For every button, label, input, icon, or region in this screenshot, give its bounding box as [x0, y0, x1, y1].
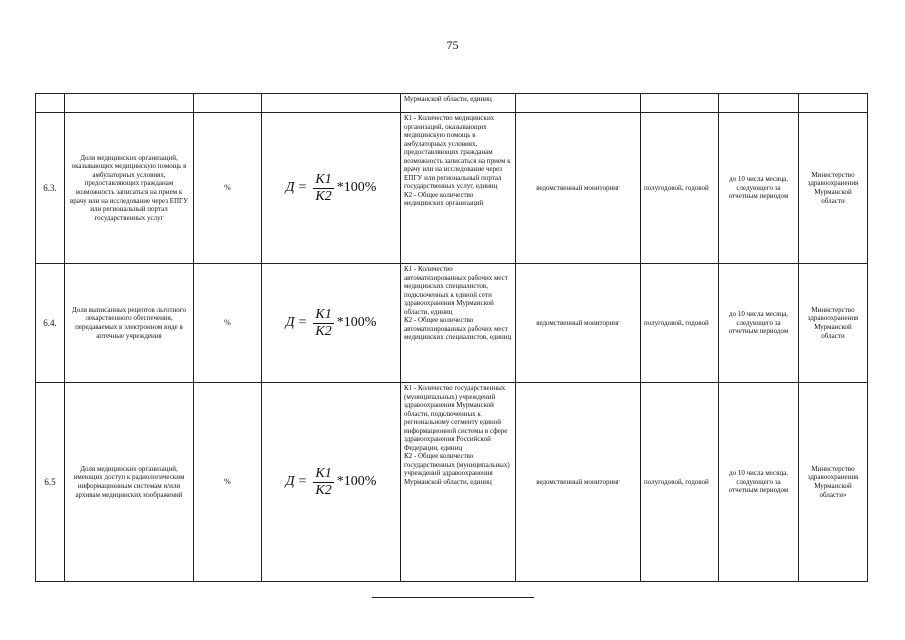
formula-tail: *100% [336, 180, 377, 196]
page-number: 75 [446, 38, 459, 52]
responsible-cell: Министерство здравоохранения Мурманской области [799, 264, 868, 383]
formula-lhs: Д [285, 315, 295, 331]
source-cell: ведомственный мониторинг [516, 113, 641, 264]
method-cell: Мурманской области, единиц [401, 94, 516, 113]
deadline-cell: до 10 числа месяца, следующего за отчетным периодом [719, 113, 799, 264]
formula-lhs: Д [285, 180, 295, 196]
formula-cell [262, 383, 401, 582]
indicator-name: Доля выписанных рецептов льготного лекарственного обеспечения, передаваемых в электронном виде в аптечные учреждения [65, 264, 194, 383]
table-row [36, 113, 868, 264]
row-number: 6.4. [36, 264, 65, 383]
indicators-table [35, 93, 868, 582]
period-cell: полугодовой, годовой [641, 383, 719, 582]
unit-cell: % [194, 383, 262, 582]
formula-numerator: К1 [315, 172, 332, 188]
footer-divider [372, 597, 534, 598]
formula [265, 466, 397, 498]
formula-tail: *100% [336, 315, 377, 331]
formula [265, 307, 397, 339]
formula-tail: *100% [336, 474, 377, 490]
formula-eq: = [298, 315, 307, 331]
formula-denominator: К2 [315, 482, 332, 498]
method-cell: К1 - Количество государственных (муниципальных) учреждений здравоохранения Мурманской области, подключенных к региональному сегменту единой информационной системы в сфере здравоохранения Российской Федерации, единиц К2 - Общее количество государственных (муниципальных) учреждений здравоохранения Мурманской области, единиц [401, 383, 516, 582]
deadline-cell: до 10 числа месяца, следующего за отчетным периодом [719, 383, 799, 582]
formula-fraction [313, 307, 333, 339]
formula-numerator: К1 [315, 307, 332, 323]
source-cell: ведомственный мониторинг [516, 264, 641, 383]
formula-fraction [313, 466, 333, 498]
method-cell: К1 - Количество медицинских организаций, оказывающих медицинскую помощь в амбулаторных условиях, предоставляющих гражданам возможность записаться на прием к врачу или на исследование через ЕПГУ или региональный портал государственных услуг, единиц К2 - Общее количество медицинских организаций [401, 113, 516, 264]
unit-cell: % [194, 113, 262, 264]
method-cell: К1 - Количество автоматизированных рабочих мест медицинских специалистов, подключенных к единой сети здравоохранения Мурманской области, единиц К2 - Общее количество автоматизированных рабочих мест медицинских специалистов, единиц [401, 264, 516, 383]
unit-cell: % [194, 264, 262, 383]
responsible-cell: Министерство здравоохранения Мурманской области [799, 113, 868, 264]
period-cell: полугодовой, годовой [641, 264, 719, 383]
table-row [36, 383, 868, 582]
formula-eq: = [298, 474, 307, 490]
period-cell: полугодовой, годовой [641, 113, 719, 264]
row-number: 6.5 [36, 383, 65, 582]
source-cell: ведомственный мониторинг [516, 383, 641, 582]
formula-eq: = [298, 180, 307, 196]
formula-denominator: К2 [315, 188, 332, 204]
formula-cell [262, 264, 401, 383]
formula-denominator: К2 [315, 323, 332, 339]
table-row-continuation [36, 94, 868, 113]
formula-lhs: Д [285, 474, 295, 490]
deadline-cell: до 10 числа месяца, следующего за отчетным периодом [719, 264, 799, 383]
formula-numerator: К1 [315, 466, 332, 482]
indicator-name: Доля медицинских организаций, оказывающих медицинскую помощь в амбулаторных условиях, предоставляющих гражданам возможность записаться на прием к врачу или на исследование через ЕПГУ или региональный портал государственных услуг [65, 113, 194, 264]
formula-fraction [313, 172, 333, 204]
responsible-cell: Министерство здравоохранения Мурманской области» [799, 383, 868, 582]
formula-cell [262, 113, 401, 264]
formula [265, 172, 397, 204]
table-row [36, 264, 868, 383]
indicator-name: Доля медицинских организаций, имеющих доступ к радиологическим информационным системам и/или архивам медицинских изображений [65, 383, 194, 582]
row-number: 6.3. [36, 113, 65, 264]
